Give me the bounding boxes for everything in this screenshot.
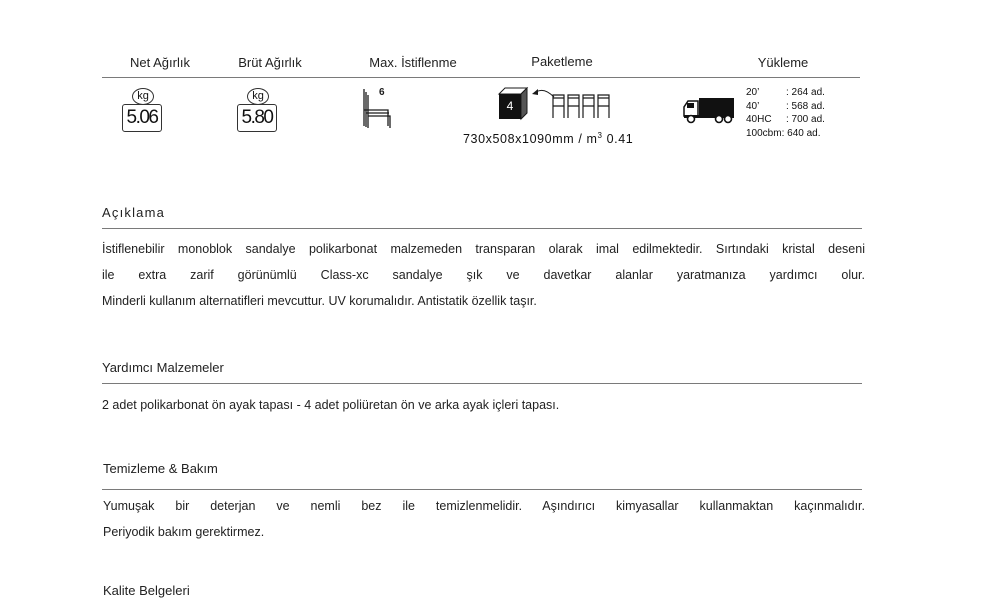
loading-qty: : 700 ad.: [786, 114, 825, 125]
loading-row: [746, 86, 856, 100]
description-line: ile extra zarif görünümlü Class-xc sandalye şık ve davetkar alanlar yaratmanıza yardımcı olur.: [102, 268, 865, 282]
package-dimensions-text: 730x508x1090mm / m: [463, 132, 598, 147]
header-gross-weight: Brüt Ağırlık: [238, 55, 302, 70]
description-line: İstiflenebilir monoblok sandalye polikarbonat malzemeden transparan olarak imal edilmektedir. Sırtındaki kristal deseni: [102, 242, 865, 256]
gross-weight-unit: kg: [247, 88, 269, 105]
care-title: Temizleme & Bakım: [103, 461, 218, 476]
max-stack-count: 6: [379, 87, 385, 98]
description-body: [102, 236, 865, 314]
header-loading: Yükleme: [757, 55, 809, 70]
care-line: Yumuşak bir deterjan ve nemli bez ile temizlenmelidir. Aşındırıcı kimyasallar kullanmaktan kaçınmalıdır.: [103, 499, 865, 513]
header-max-stack: Max. İstiflenme: [369, 55, 457, 70]
package-volume-exponent: 3: [597, 131, 603, 140]
loading-container: 100cbm: [746, 127, 782, 139]
gross-weight-badge: [237, 87, 279, 137]
package-volume: 0.41: [602, 132, 634, 147]
net-weight-unit: kg: [132, 88, 154, 105]
spec-header-divider: [102, 77, 860, 78]
loading-container: 20’: [746, 87, 760, 98]
accessories-title: Yardımcı Malzemeler: [102, 360, 224, 375]
package-box-count: 4: [506, 99, 514, 113]
loading-qty: : 640 ad.: [781, 127, 821, 139]
loading-row: [746, 127, 856, 141]
care-body: [103, 493, 865, 545]
gross-weight-value: 5.80: [237, 104, 277, 132]
loading-row: [746, 113, 856, 127]
chairs-icon: [551, 93, 613, 119]
header-packaging: Paketleme: [531, 54, 593, 69]
care-line: Periyodik bakım gerektirmez.: [103, 525, 265, 539]
description-divider: [102, 228, 862, 229]
description-title: Açıklama: [102, 205, 166, 220]
loading-container: 40HC: [746, 114, 772, 125]
loading-table: [746, 86, 856, 140]
accessories-text: 2 adet polikarbonat ön ayak tapası - 4 adet poliüretan ön ve arka ayak içleri tapası.: [102, 398, 560, 412]
quality-title: Kalite Belgeleri: [103, 583, 190, 598]
package-dimensions: [463, 131, 633, 146]
loading-qty: : 568 ad.: [786, 100, 825, 112]
accessories-divider: [102, 383, 862, 384]
loading-container: 40’: [746, 100, 760, 112]
truck-icon: [683, 96, 735, 124]
description-line: Minderli kullanım alternatifleri mevcuttur. UV korumalıdır. Antistatik özellik taşır.: [102, 294, 537, 308]
net-weight-badge: [122, 87, 164, 137]
header-net-weight: Net Ağırlık: [130, 55, 190, 70]
care-divider: [102, 489, 862, 490]
net-weight-value: 5.06: [122, 104, 162, 132]
loading-qty: : 264 ad.: [786, 87, 825, 98]
loading-row: [746, 100, 856, 114]
stacked-chairs-icon: [360, 86, 394, 130]
